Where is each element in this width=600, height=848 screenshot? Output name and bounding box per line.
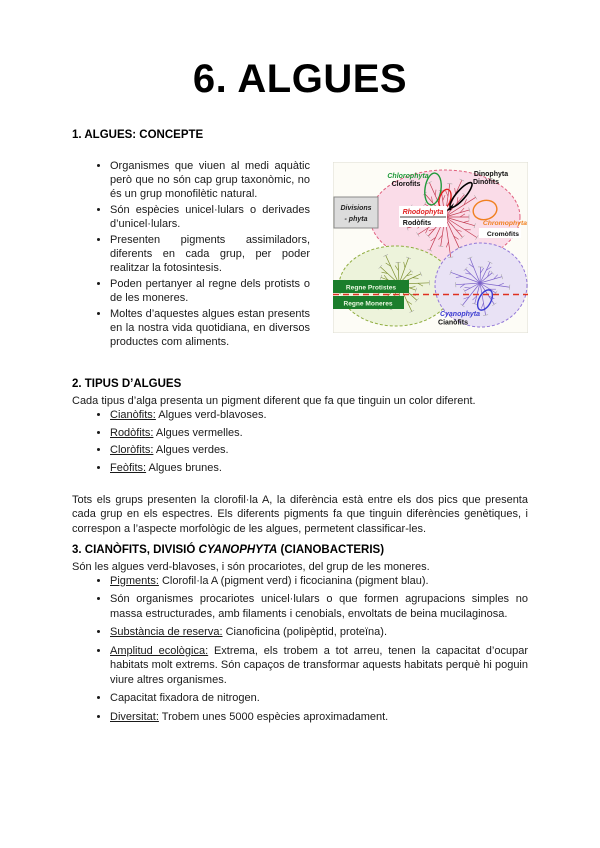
definition: Extrema, els trobem a tot arreu, tenen la capacitat d’ocupar habitats molt extrems. Són capaços de transformar aquests habitats perquè hi poguin viure altres organismes. [110,644,529,686]
algae-divisions-diagram [333,162,528,333]
list-item: • Presenten pigments assimiladors, diferents en cada grup, per poder realitzar la fotosintesis. [110,233,310,275]
definition: Capacitat fixadora de nitrogen. [110,692,260,705]
term: Cloròfits: [110,444,154,456]
phylogenetic-tree-figure [333,162,528,337]
definition: Algues verd-blavoses. [155,409,267,421]
section2-closing-paragraph: Tots els grups presenten la clorofil·la A, la diferència està entre els dos pics que presenta cada grup en els espectres. Els diferents pigments fa que tinguin diferències genètiques, i correspon a l’aspecte morfològic de les algues, permetent classificar-les. [72,494,528,535]
definition: Són organismes procariotes unicel·lulars o que formen agrupacions simples no massa estructurades, amb filaments i cenobials, envoltats de beina mucilaginosa. [110,593,528,620]
section3-bullet-list [72,574,528,725]
dinophyta-catalan-label: Dinòfits [472,179,500,186]
list-item [110,644,528,688]
chromophyta-label: Chromophyta [482,220,527,227]
list-item [110,691,528,706]
term: Diversitat: [110,710,159,723]
list-item [110,710,528,725]
dinophyta-label: Dinophyta [473,171,509,178]
definition: Algues verdes. [153,444,229,456]
term: Substància de reserva: [110,626,223,639]
regne-moneres-label: Regne Moneres [343,300,393,308]
definition: Trobem unes 5000 espècies aproximadament. [158,710,389,723]
section2-bullet-list [72,408,528,476]
section2-intro: Cada tipus d’alga presenta un pigment diferent que fa que tinguin un color diferent. [72,395,476,407]
section3-heading [72,543,528,557]
section3-intro: Són les algues verd-blavoses, i són procariotes, del grup de les moneres. [72,560,430,573]
list-item: • Organismes que viuen al medi aquàtic però que no són cap grup taxonòmic, no és un grup monofilètic natural. [110,159,310,201]
list-item [110,443,528,459]
list-item [110,426,528,442]
page-title: 6. ALGUES [192,57,408,101]
list-item [110,461,528,477]
divisions-label-line2: - phyta [344,216,368,223]
section2-heading: 2. TIPUS D’ALGUES [72,378,182,390]
rhodophyta-label: Rhodophyta [402,209,444,216]
list-item [110,408,528,424]
chlorophyta-catalan-label: Clorofits [391,181,421,188]
cyanophyta-catalan-label: Cianòfits [438,319,468,327]
list-item [110,574,528,589]
heading-text: (CIANOBACTERIS) [277,543,385,556]
section1-content [72,159,528,351]
rhodophyta-catalan-label: Rodòfits [402,220,432,227]
list-item: • Són espècies unicel·lulars o derivades d’unicel·lulars. [110,203,310,231]
term: Pigments: [110,574,159,587]
list-item [110,592,528,621]
definition: Cianoficina (polipèptid, proteïna). [222,626,387,639]
term: Cianòfits: [110,409,156,421]
definition: Algues brunes. [146,461,222,474]
chromophyta-catalan-label: Cromòfits [486,231,519,238]
list-item: • Poden pertanyer al regne dels protists o de les moneres. [110,277,310,305]
list-item: • Moltes d’aquestes algues estan presents en la nostra vida quotidiana, en diversos productes com aliments. [110,307,310,349]
term: Rodòfits: [110,426,154,439]
divisions-legend-box [334,197,378,228]
chlorophyta-label: Chlorophyta [387,173,429,180]
regne-protistes-label: Regne Protistes [345,284,397,292]
divisions-label-line1: Divisions [340,205,372,212]
list-item [110,625,528,640]
section1-heading: 1. ALGUES: CONCEPTE [72,129,204,141]
definition: Algues vermelles. [153,426,243,439]
section2 [72,377,528,536]
heading-text: 3. CIANÒFITS, DIVISIÓ [72,543,199,556]
definition: Clorofil·la A (pigment verd) i ficocianina (pigment blau). [158,574,429,587]
term: Feòfits: [110,461,147,474]
section1-bullet-list [72,159,310,349]
section3 [72,543,528,725]
section1-text-column [72,159,310,351]
term: Amplitud ecològica: [110,644,209,657]
heading-latin-name: CYANOPHYTA [198,543,278,556]
cyanophyta-label: Cyanophyta [439,311,481,318]
